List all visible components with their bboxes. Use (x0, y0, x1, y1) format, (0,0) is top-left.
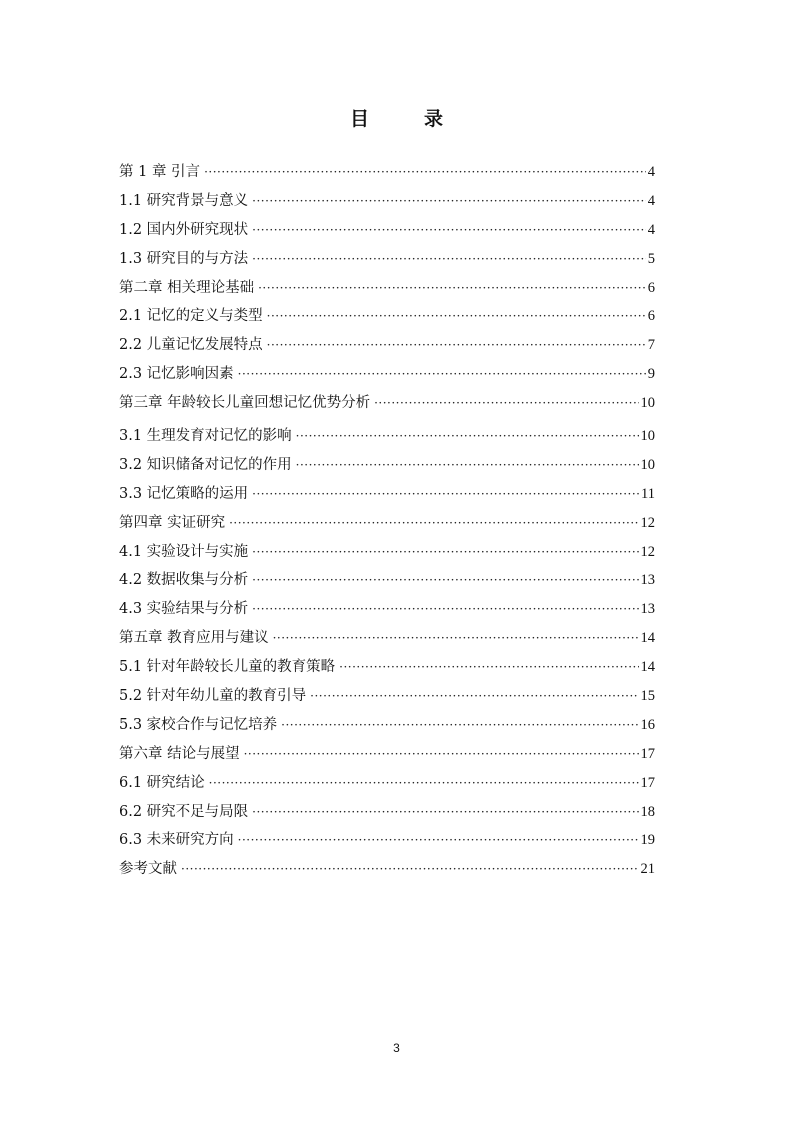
toc-dot-leader (310, 682, 638, 711)
toc-entry-4-2 (119, 566, 655, 595)
toc-dot-leader (374, 389, 638, 418)
toc-dot-leader (258, 274, 646, 303)
toc-entry-page: 6 (647, 308, 655, 325)
toc-entry-label: 第五章 教育应用与建议 (119, 630, 269, 647)
toc-entry-label: 6.1 研究结论 (119, 774, 205, 791)
toc-dot-leader (252, 538, 638, 567)
toc-dot-leader (267, 331, 646, 360)
toc-dot-leader (244, 740, 639, 769)
toc-entry-page: 16 (640, 716, 655, 733)
toc-dot-leader (229, 509, 638, 538)
table-of-contents (119, 158, 655, 884)
toc-entry-1-1 (119, 187, 655, 216)
toc-entry-label: 3.1 生理发育对记忆的影响 (119, 428, 292, 445)
toc-entry-4-1 (119, 538, 655, 567)
toc-entry-4-3 (119, 595, 655, 624)
toc-entry-5-2 (119, 682, 655, 711)
toc-entry-page: 4 (647, 221, 655, 238)
toc-entry-1-2 (119, 216, 655, 245)
toc-entry-label: 3.2 知识储备对记忆的作用 (119, 456, 292, 473)
toc-dot-leader (281, 711, 638, 740)
toc-entry-page: 17 (640, 774, 655, 791)
toc-entry-label: 5.3 家校合作与记忆培养 (119, 716, 278, 733)
toc-entry-3-2 (119, 451, 655, 480)
toc-entry-page: 14 (640, 630, 655, 647)
toc-entry-label: 2.3 记忆影响因素 (119, 366, 234, 383)
toc-entry-label: 5.2 针对年幼儿童的教育引导 (119, 688, 307, 705)
toc-entry-1-3 (119, 245, 655, 274)
toc-entry-page: 12 (640, 543, 655, 560)
toc-entry-page: 6 (647, 279, 655, 296)
toc-entry-label: 1.2 国内外研究现状 (119, 221, 249, 238)
toc-dot-leader (252, 480, 639, 509)
toc-entry-chapter-4 (119, 509, 655, 538)
page-number: 3 (393, 1041, 400, 1055)
toc-entry-label: 第四章 实证研究 (119, 514, 226, 531)
toc-entry-page: 21 (640, 861, 655, 878)
toc-entry-chapter-3 (119, 389, 655, 418)
toc-entry-label: 第六章 结论与展望 (119, 745, 240, 762)
toc-entry-3-1 (119, 422, 655, 451)
toc-entry-page: 18 (640, 803, 655, 820)
toc-entry-page: 10 (640, 428, 655, 445)
toc-entry-page: 9 (647, 366, 655, 383)
toc-dot-leader (238, 360, 646, 389)
toc-dot-leader (252, 216, 646, 245)
toc-entry-2-1 (119, 302, 655, 331)
toc-entry-label: 6.3 未来研究方向 (119, 832, 234, 849)
toc-entry-references (119, 855, 655, 884)
toc-entry-page: 17 (640, 745, 655, 762)
toc-entry-2-2 (119, 331, 655, 360)
toc-entry-page: 5 (647, 250, 655, 267)
toc-entry-page: 19 (640, 832, 655, 849)
toc-entry-label: 4.1 实验设计与实施 (119, 543, 249, 560)
page-title: 目 录 (349, 108, 461, 130)
toc-entry-6-3 (119, 826, 655, 855)
toc-dot-leader (267, 302, 646, 331)
toc-dot-leader (252, 595, 638, 624)
toc-entry-page: 4 (647, 192, 655, 209)
toc-dot-leader (209, 769, 639, 798)
toc-entry-3-3 (119, 480, 655, 509)
toc-entry-page: 15 (640, 688, 655, 705)
toc-entry-label: 2.2 儿童记忆发展特点 (119, 337, 263, 354)
toc-entry-5-3 (119, 711, 655, 740)
toc-dot-leader (339, 653, 638, 682)
toc-entry-5-1 (119, 653, 655, 682)
toc-entry-chapter-6 (119, 740, 655, 769)
toc-entry-2-3 (119, 360, 655, 389)
toc-dot-leader (296, 451, 639, 480)
toc-dot-leader (252, 798, 638, 827)
toc-entry-page: 10 (640, 395, 655, 412)
toc-entry-label: 5.1 针对年龄较长儿童的教育策略 (119, 659, 336, 676)
toc-entry-chapter-5 (119, 624, 655, 653)
toc-entry-chapter-2 (119, 274, 655, 303)
toc-entry-label: 4.2 数据收集与分析 (119, 572, 249, 589)
toc-dot-leader (204, 158, 646, 187)
toc-entry-label: 1.1 研究背景与意义 (119, 192, 249, 209)
toc-dot-leader (238, 826, 639, 855)
toc-entry-label: 第 1 章 引言 (119, 164, 201, 180)
toc-entry-6-2 (119, 798, 655, 827)
toc-entry-page: 7 (647, 337, 655, 354)
toc-entry-chapter-1 (119, 158, 655, 187)
toc-entry-label: 2.1 记忆的定义与类型 (119, 308, 263, 325)
toc-dot-leader (252, 187, 646, 216)
toc-entry-page: 11 (641, 485, 655, 502)
toc-entry-page: 13 (640, 601, 655, 618)
toc-dot-leader (273, 624, 639, 653)
toc-entry-page: 13 (640, 572, 655, 589)
toc-dot-leader (252, 245, 646, 274)
toc-entry-label: 1.3 研究目的与方法 (119, 250, 249, 267)
toc-entry-label: 3.3 记忆策略的运用 (119, 485, 249, 502)
toc-dot-leader (252, 566, 638, 595)
toc-entry-page: 4 (647, 164, 655, 180)
toc-entry-page: 12 (640, 514, 655, 531)
toc-entry-label: 第三章 年龄较长儿童回想记忆优势分析 (119, 395, 371, 412)
toc-entry-label: 参考文献 (119, 861, 177, 878)
toc-dot-leader (296, 422, 639, 451)
toc-entry-label: 6.2 研究不足与局限 (119, 803, 249, 820)
toc-entry-label: 第二章 相关理论基础 (119, 279, 255, 296)
toc-entry-page: 14 (640, 659, 655, 676)
toc-entry-label: 4.3 实验结果与分析 (119, 601, 249, 618)
toc-dot-leader (181, 855, 639, 884)
toc-entry-6-1 (119, 769, 655, 798)
toc-entry-page: 10 (640, 456, 655, 473)
